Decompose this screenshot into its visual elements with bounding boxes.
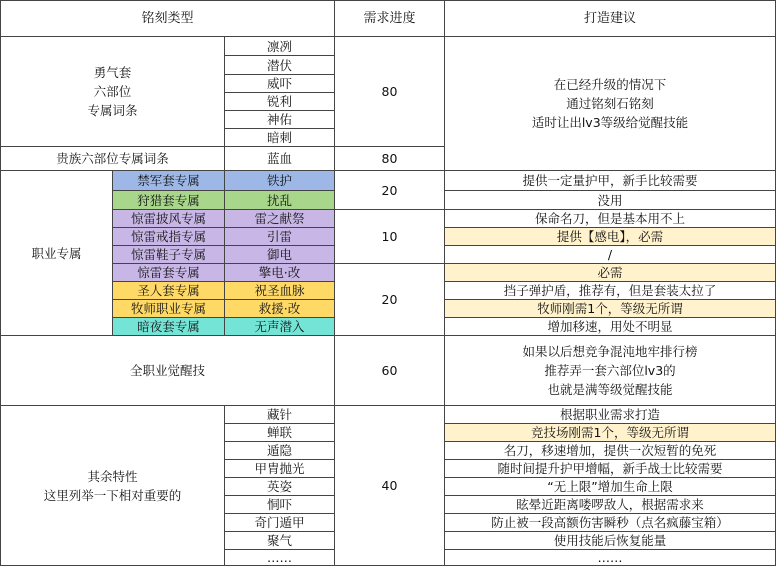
inscription-item: 御电	[224, 245, 335, 264]
progress-value: 60	[334, 335, 445, 406]
advice-text: 竞技场刚需1个，等级无所谓	[444, 423, 776, 442]
inscription-item: 遁隐	[224, 441, 335, 460]
category-other-traits: 其余特性 这里列举一下相对重要的	[0, 405, 225, 566]
set-exclusive-label: 狩猎套专属	[112, 190, 225, 210]
set-exclusive-label: 惊雷戒指专属	[112, 227, 225, 246]
set-exclusive-label: 惊雷鞋子专属	[112, 245, 225, 264]
progress-value: 20	[334, 170, 445, 210]
advice-text: 增加移速，用处不明显	[444, 317, 776, 336]
inscription-item: 聚气	[224, 531, 335, 550]
advice-text: 眩晕近距离喽啰敌人，根据需求来	[444, 495, 776, 514]
inscription-item: 雷之献祭	[224, 209, 335, 228]
set-exclusive-label: 禁军套专属	[112, 170, 225, 191]
inscription-item: 引雷	[224, 227, 335, 246]
category-noble-set: 贵族六部位专属词条	[0, 146, 225, 171]
inscription-item: 恫吓	[224, 495, 335, 514]
inscription-item: 祝圣血脉	[224, 281, 335, 300]
inscription-item: 奇门遁甲	[224, 513, 335, 532]
progress-value: 40	[334, 405, 445, 566]
advice-text: ……	[444, 549, 776, 566]
inscription-item: 威吓	[224, 74, 335, 93]
inscription-item: 擎电·改	[224, 263, 335, 282]
inscription-item: 蝉联	[224, 423, 335, 442]
advice-text: 在已经升级的情况下 通过铭刻石铭刻 适时让出lv3等级给觉醒技能	[444, 36, 776, 171]
inscription-item: 英姿	[224, 477, 335, 496]
advice-text: 使用技能后恢复能量	[444, 531, 776, 550]
advice-text: 牧师刚需1个，等级无所谓	[444, 299, 776, 318]
inscription-item: 藏针	[224, 405, 335, 424]
advice-text: 名刀，移速增加，提供一次短暂的免死	[444, 441, 776, 460]
progress-value: 10	[334, 209, 445, 264]
advice-text: 保命名刀，但是基本用不上	[444, 209, 776, 228]
header-advice: 打造建议	[444, 0, 776, 37]
advice-text: 提供一定量护甲，新手比较需要	[444, 170, 776, 191]
inscription-item: 蓝血	[224, 146, 335, 171]
header-progress: 需求进度	[334, 0, 445, 37]
inscription-item: 潜伏	[224, 55, 335, 75]
advice-text: 提供【感电】，必需	[444, 227, 776, 246]
advice-text: 如果以后想竞争混沌地牢排行榜 推荐弄一套六部位lv3的 也就是满等级觉醒技能	[444, 335, 776, 406]
set-exclusive-label: 圣人套专属	[112, 281, 225, 300]
set-exclusive-label: 暗夜套专属	[112, 317, 225, 336]
inscription-item: 锐利	[224, 92, 335, 111]
category-class-exclusive: 职业专属	[0, 170, 113, 336]
advice-text: 挡子弹护盾，推荐有，但是套装太拉了	[444, 281, 776, 300]
set-exclusive-label: 惊雷套专属	[112, 263, 225, 282]
header-type: 铭刻类型	[0, 0, 335, 37]
advice-text: “无上限”增加生命上限	[444, 477, 776, 496]
category-awakening-skill: 全职业觉醒技	[0, 335, 335, 406]
progress-value: 20	[334, 263, 445, 336]
inscription-item: 凛冽	[224, 36, 335, 56]
inscription-item: 扰乱	[224, 190, 335, 210]
category-courage-set: 勇气套 六部位 专属词条	[0, 36, 225, 147]
advice-text: 防止被一段高额伤害瞬秒（点名疯藤宝箱）	[444, 513, 776, 532]
advice-text: 根据职业需求打造	[444, 405, 776, 424]
set-exclusive-label: 牧师职业专属	[112, 299, 225, 318]
advice-text: /	[444, 245, 776, 264]
inscription-item: ……	[224, 549, 335, 566]
inscription-item: 神佑	[224, 110, 335, 129]
inscription-item: 铁护	[224, 170, 335, 191]
advice-text: 随时间提升护甲增幅，新手战士比较需要	[444, 459, 776, 478]
set-exclusive-label: 惊雷披风专属	[112, 209, 225, 228]
inscription-item: 暗刺	[224, 128, 335, 147]
advice-text: 必需	[444, 263, 776, 282]
advice-text: 没用	[444, 190, 776, 210]
progress-value: 80	[334, 146, 445, 171]
progress-value: 80	[334, 36, 445, 147]
inscription-item: 救援·改	[224, 299, 335, 318]
inscription-item: 无声潜入	[224, 317, 335, 336]
inscription-item: 甲胄抛光	[224, 459, 335, 478]
